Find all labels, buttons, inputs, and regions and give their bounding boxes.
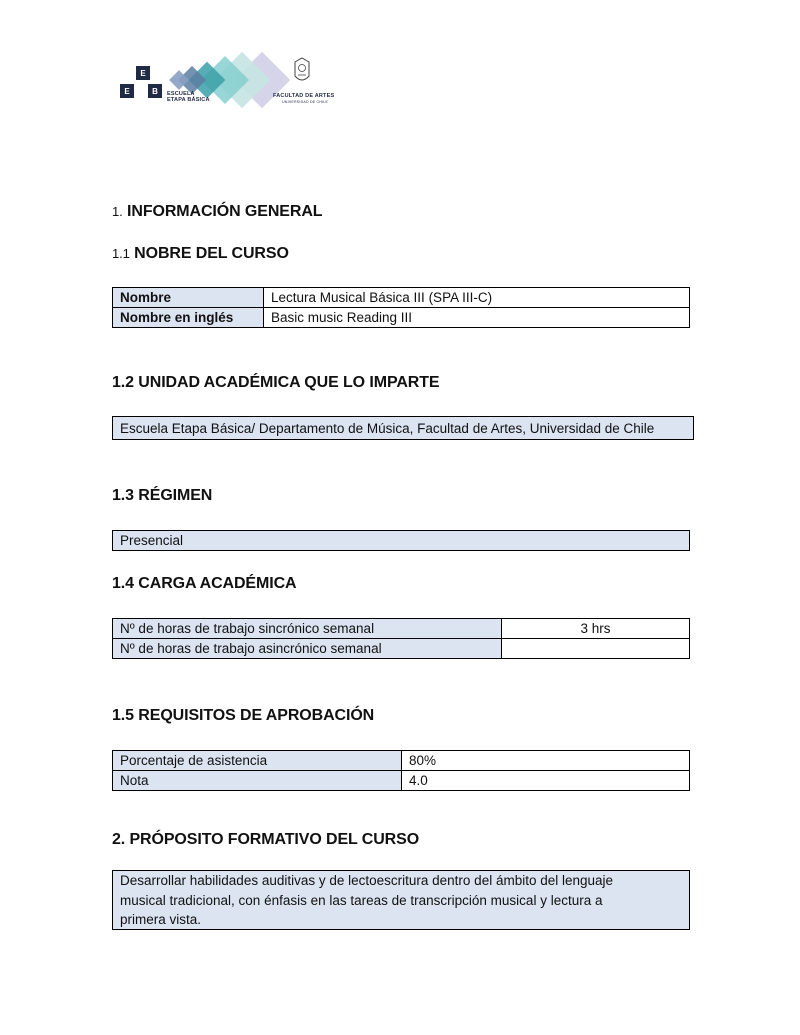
section-number: 1. [112, 204, 123, 219]
table-row [113, 308, 690, 328]
approval-requirements-table [112, 750, 690, 791]
table-row [113, 751, 690, 771]
purpose-line: Desarrollar habilidades auditivas y de lectoescritura dentro del ámbito del lenguaje [120, 873, 614, 888]
purpose-line: musical tradicional, con énfasis en las tareas de transcripción musical y lectura a [120, 892, 603, 908]
university-seal-icon [291, 56, 313, 88]
logo-letter: B [148, 84, 162, 98]
table-row [113, 639, 690, 659]
section-heading [112, 203, 322, 221]
school-logo [112, 46, 337, 112]
table-row [113, 771, 690, 791]
subsection-heading: 1.4 CARGA ACADÉMICA [112, 575, 297, 592]
table-value [502, 639, 690, 659]
logo-letter: E [120, 84, 134, 98]
table-value: 3 hrs [502, 619, 690, 639]
regime-box: Presencial [112, 530, 690, 551]
table-value: Lectura Musical Básica III (SPA III-C) [264, 288, 690, 308]
logo-letter: E [136, 66, 150, 80]
table-value: 4.0 [402, 771, 690, 791]
table-label: Nombre en inglés [113, 308, 264, 328]
academic-load-table [112, 618, 690, 659]
table-label: Porcentaje de asistencia [113, 751, 402, 771]
subsection-heading: 1.3 RÉGIMEN [112, 487, 213, 504]
table-value: Basic music Reading III [264, 308, 690, 328]
purpose-box [112, 870, 690, 930]
subsection-heading: 1.2 UNIDAD ACADÉMICA QUE LO IMPARTE [112, 374, 440, 391]
logo-university: UNIVERSIDAD DE CHILE [282, 100, 329, 104]
logo-school-line2: ETAPA BÁSICA [167, 97, 210, 103]
table-label: Nº de horas de trabajo sincrónico semanal [113, 619, 502, 639]
course-name-table [112, 287, 690, 328]
subsection-heading: 1.5 REQUISITOS DE APROBACIÓN [112, 707, 375, 724]
table-row [113, 619, 690, 639]
section-heading: 2. PRÓPOSITO FORMATIVO DEL CURSO [112, 831, 420, 848]
table-value: 80% [402, 751, 690, 771]
section-title: INFORMACIÓN GENERAL [127, 203, 323, 220]
logo-faculty: FACULTAD DE ARTES [273, 93, 335, 99]
table-label: Nº de horas de trabajo asincrónico semanal [113, 639, 502, 659]
subsection-number: 1.1 [112, 246, 130, 261]
purpose-line: primera vista. [120, 912, 202, 927]
table-label: Nota [113, 771, 402, 791]
academic-unit-box: Escuela Etapa Básica/ Departamento de Música, Facultad de Artes, Universidad de Chile [112, 416, 694, 440]
logo-school-line1: ESCUELA [167, 91, 195, 97]
subsection-title: NOBRE DEL CURSO [134, 245, 289, 262]
subsection-heading [112, 245, 289, 263]
table-row [113, 288, 690, 308]
table-label: Nombre [113, 288, 264, 308]
